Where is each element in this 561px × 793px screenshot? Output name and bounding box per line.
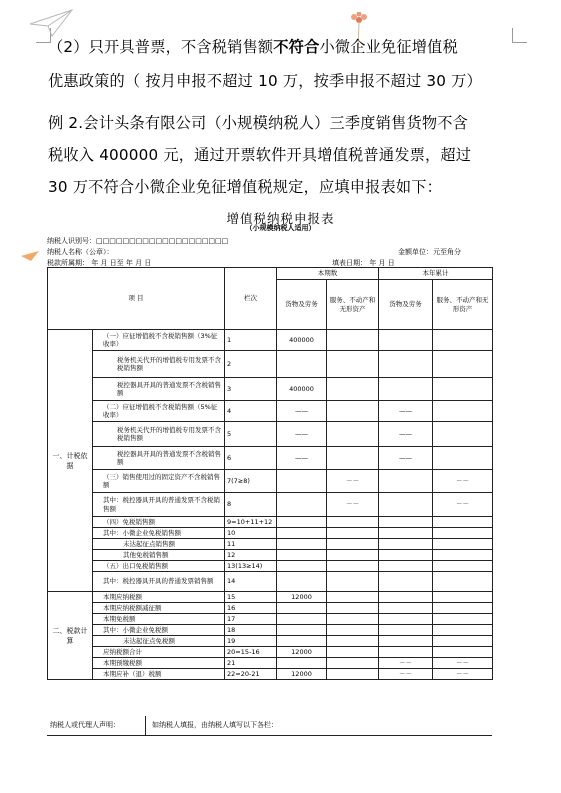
goods-this-period <box>277 539 327 550</box>
goods-this-period <box>277 351 327 378</box>
row-item: 税控器具开具的普通发票不含税销售额 <box>93 447 225 470</box>
services-this-period <box>327 669 379 680</box>
row-line-no: 11 <box>225 539 277 550</box>
services-this-period <box>327 330 379 351</box>
table-row <box>48 528 493 539</box>
services-year-total: －－ <box>433 658 493 669</box>
services-this-period <box>327 561 379 572</box>
goods-this-period <box>277 528 327 539</box>
row-line-no: 10 <box>225 528 277 539</box>
table-row <box>48 422 493 447</box>
services-this-period: －－ <box>327 493 379 517</box>
services-year-total <box>433 636 493 647</box>
services-year-total: －－ <box>433 669 493 680</box>
row-line-no: 16 <box>225 603 277 614</box>
services-this-period <box>327 351 379 378</box>
goods-this-period <box>277 493 327 517</box>
goods-year-total <box>379 517 433 528</box>
table-row <box>48 625 493 636</box>
paragraph-line: 优惠政策的（ 按月申报不超过 10 万，按季申报不超过 30 万） <box>48 72 482 90</box>
form-title: 增值税纳税申报表 <box>226 211 335 226</box>
services-year-total <box>433 625 493 636</box>
services-this-period <box>327 378 379 401</box>
services-year-total <box>433 572 493 592</box>
row-line-no: 2 <box>225 351 277 378</box>
goods-this-period: 12000 <box>277 647 327 658</box>
goods-this-period: —— <box>277 422 327 447</box>
goods-year-total <box>379 614 433 625</box>
bold-text: 不符合 <box>273 38 320 56</box>
table-row <box>48 561 493 572</box>
goods-year-total <box>379 561 433 572</box>
row-item: 应纳税额合计 <box>93 647 225 658</box>
table-row <box>48 614 493 625</box>
services-this-period <box>327 517 379 528</box>
section-tax-basis <box>48 330 493 592</box>
row-line-no: 1 <box>225 330 277 351</box>
services-year-total <box>433 330 493 351</box>
services-this-period <box>327 603 379 614</box>
taxpayer-id: 纳税人识别号：□□□□□□□□□□□□□□□□□□□□ <box>47 237 229 245</box>
row-line-no: 8 <box>225 493 277 517</box>
services-this-period <box>327 447 379 470</box>
services-this-period <box>327 592 379 603</box>
services-this-period <box>327 422 379 447</box>
row-line-no: 3 <box>225 378 277 401</box>
header-item: 项 目 <box>48 268 225 330</box>
goods-year-total <box>379 625 433 636</box>
goods-year-total: —— <box>379 422 433 447</box>
goods-year-total: —— <box>379 447 433 470</box>
goods-year-total <box>379 603 433 614</box>
text-span: （2）只开具普票，不含税销售额 <box>48 38 274 56</box>
table-row <box>48 647 493 658</box>
services-year-total <box>433 401 493 422</box>
section-tax-calc <box>48 592 493 680</box>
table-row <box>48 669 493 680</box>
table-row <box>48 517 493 528</box>
small-plane-icon <box>20 250 40 262</box>
header-services: 服务、不动产和无形资产 <box>433 280 493 330</box>
row-item: 其中：小微企业免税额 <box>93 625 225 636</box>
services-year-total <box>433 539 493 550</box>
goods-this-period <box>277 517 327 528</box>
row-item: 税务机关代开的增值税专用发票不含税销售额 <box>93 351 225 378</box>
table-row <box>48 447 493 470</box>
table-row <box>48 539 493 550</box>
services-this-period <box>327 647 379 658</box>
goods-year-total <box>379 330 433 351</box>
services-year-total: －－ <box>433 470 493 493</box>
section-label: 二、税款计算 <box>48 592 93 680</box>
services-this-period <box>327 401 379 422</box>
goods-this-period: 400000 <box>277 378 327 401</box>
services-year-total <box>433 528 493 539</box>
row-line-no: 14 <box>225 572 277 592</box>
table-row <box>48 470 493 493</box>
goods-year-total <box>379 572 433 592</box>
services-year-total <box>433 603 493 614</box>
row-item: 本期应纳税额 <box>93 592 225 603</box>
row-item: 税务机关代开的增值税专用发票不含税销售额 <box>93 422 225 447</box>
services-year-total <box>433 614 493 625</box>
goods-year-total <box>379 636 433 647</box>
row-item: 其中：税控器具开具的普通发票不含税销售额 <box>93 493 225 517</box>
goods-year-total <box>379 539 433 550</box>
goods-this-period <box>277 561 327 572</box>
goods-this-period: —— <box>277 447 327 470</box>
goods-year-total <box>379 550 433 561</box>
row-item: 本期预缴税额 <box>93 658 225 669</box>
goods-year-total <box>379 378 433 401</box>
table-row <box>48 592 493 603</box>
services-this-period <box>327 658 379 669</box>
row-item: （三）销售使用过的固定资产不含税销售额 <box>93 470 225 493</box>
table-row <box>48 493 493 517</box>
table-row <box>48 378 493 401</box>
row-line-no: 9=10+11+12 <box>225 517 277 528</box>
tax-return-table <box>47 267 493 680</box>
row-item: 其中：税控器具开具的普通发票销售额 <box>93 572 225 592</box>
row-item: 其他免税销售额 <box>93 550 225 561</box>
paper-plane-icon <box>28 8 74 38</box>
goods-year-total <box>379 351 433 378</box>
table-row <box>48 351 493 378</box>
row-item: 未达起征点免税额 <box>93 636 225 647</box>
form-bottom-line <box>47 735 492 736</box>
goods-this-period: —— <box>277 401 327 422</box>
services-year-total <box>433 647 493 658</box>
row-line-no: 21 <box>225 658 277 669</box>
goods-year-total <box>379 528 433 539</box>
table-row <box>48 572 493 592</box>
row-line-no: 20=15-16 <box>225 647 277 658</box>
table-row <box>48 603 493 614</box>
services-year-total: －－ <box>433 493 493 517</box>
services-this-period: －－ <box>327 470 379 493</box>
goods-year-total: —— <box>379 401 433 422</box>
goods-this-period <box>277 658 327 669</box>
row-item: 本期应纳税额减征额 <box>93 603 225 614</box>
table-row <box>48 401 493 422</box>
declaration-divider <box>145 716 146 735</box>
goods-year-total: －－ <box>379 669 433 680</box>
goods-year-total <box>379 592 433 603</box>
paragraph-line: 30 万不符合小微企业免征增值税规定，应填申报表如下： <box>48 178 443 196</box>
services-year-total <box>433 447 493 470</box>
goods-this-period <box>277 614 327 625</box>
row-line-no: 18 <box>225 625 277 636</box>
taxpayer-name: 纳税人名称（公章）： <box>47 248 114 256</box>
row-line-no: 7(7≥8) <box>225 470 277 493</box>
row-item: （二）应征增值税不含税销售额（5%征收率） <box>93 401 225 422</box>
goods-this-period <box>277 470 327 493</box>
section-label: 一、计税依据 <box>48 330 93 592</box>
services-this-period <box>327 625 379 636</box>
row-item: 本期免税额 <box>93 614 225 625</box>
table-row <box>48 330 493 351</box>
row-line-no: 13(13≥14) <box>225 561 277 572</box>
goods-year-total <box>379 470 433 493</box>
header-this-period: 本期数 <box>277 268 379 280</box>
row-line-no: 17 <box>225 614 277 625</box>
header-line-no: 栏次 <box>225 268 277 330</box>
goods-year-total: －－ <box>379 658 433 669</box>
table-row <box>48 550 493 561</box>
goods-this-period <box>277 603 327 614</box>
services-this-period <box>327 539 379 550</box>
row-line-no: 12 <box>225 550 277 561</box>
row-line-no: 22=20-21 <box>225 669 277 680</box>
row-line-no: 19 <box>225 636 277 647</box>
row-item: 税控器具开具的普通发票不含税销售额 <box>93 378 225 401</box>
services-year-total <box>433 550 493 561</box>
header-goods: 货物及劳务 <box>277 280 327 330</box>
row-line-no: 6 <box>225 447 277 470</box>
row-line-no: 5 <box>225 422 277 447</box>
goods-this-period: 12000 <box>277 592 327 603</box>
row-item: （五）出口免税销售额 <box>93 561 225 572</box>
services-year-total <box>433 378 493 401</box>
declaration-label: 纳税人或代理人声明： <box>50 721 120 729</box>
services-year-total <box>433 592 493 603</box>
row-item: 本期应补（退）税额 <box>93 669 225 680</box>
page-corner-mark <box>512 28 527 43</box>
goods-year-total <box>379 647 433 658</box>
goods-this-period: 12000 <box>277 669 327 680</box>
row-line-no: 15 <box>225 592 277 603</box>
services-this-period <box>327 528 379 539</box>
row-line-no: 4 <box>225 401 277 422</box>
row-item: （四）免税销售额 <box>93 517 225 528</box>
declaration-text: 如纳税人填报，由纳税人填写以下各栏： <box>152 721 278 729</box>
services-year-total <box>433 351 493 378</box>
services-this-period <box>327 614 379 625</box>
goods-this-period: 400000 <box>277 330 327 351</box>
goods-this-period <box>277 550 327 561</box>
form-subtitle: （小规模纳税人适用） <box>245 224 316 232</box>
header-year-total: 本年累计 <box>379 268 493 280</box>
row-item: 其中：小微企业免税销售额 <box>93 528 225 539</box>
goods-this-period <box>277 625 327 636</box>
goods-this-period <box>277 572 327 592</box>
services-year-total <box>433 422 493 447</box>
header-services: 服务、不动产和无形资产 <box>327 280 379 330</box>
table-row <box>48 658 493 669</box>
services-year-total <box>433 517 493 528</box>
amount-unit: 金额单位：元至角分 <box>398 248 461 256</box>
paragraph-line: 例 2.会计头条有限公司（小规模纳税人）三季度销售货物不含 <box>48 114 468 132</box>
text-span: 小微企业免征增值税 <box>319 38 458 56</box>
paragraph-line <box>48 36 458 57</box>
row-item: （一）应征增值税不含税销售额（3%征收率） <box>93 330 225 351</box>
goods-year-total <box>379 493 433 517</box>
fill-date: 填表日期： 年 月 日 <box>332 259 395 267</box>
services-year-total <box>433 561 493 572</box>
goods-this-period <box>277 636 327 647</box>
tax-period: 税款所属期： 年 月 日至 年 月 日 <box>47 259 152 267</box>
services-this-period <box>327 572 379 592</box>
paragraph-line: 税收入 400000 元，通过开票软件开具增值税普通发票，超过 <box>48 146 472 164</box>
table-row <box>48 636 493 647</box>
header-goods: 货物及劳务 <box>379 280 433 330</box>
row-item: 未达起征点销售额 <box>93 539 225 550</box>
services-this-period <box>327 550 379 561</box>
services-this-period <box>327 636 379 647</box>
